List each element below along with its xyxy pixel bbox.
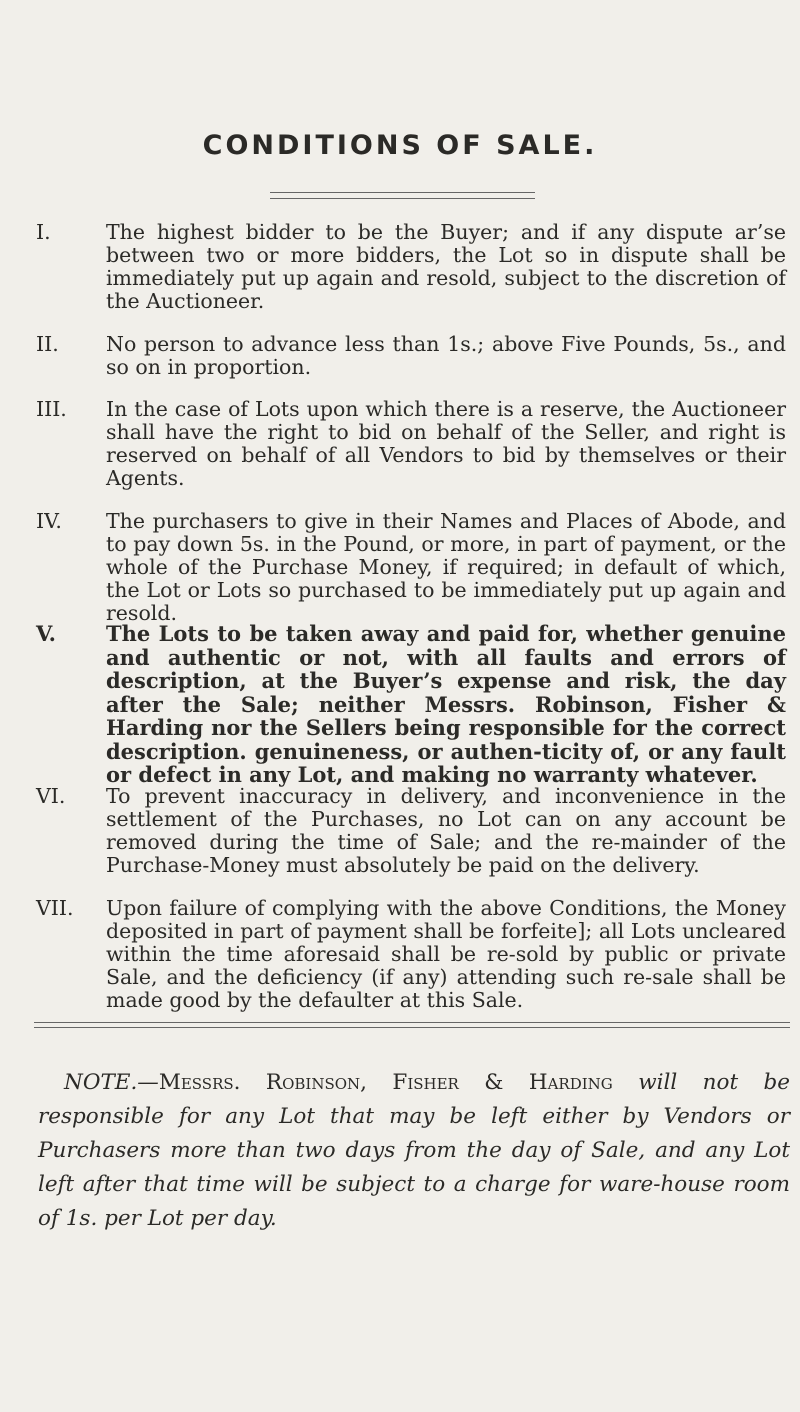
condition-number: III. <box>36 397 67 421</box>
condition-number: II. <box>36 332 59 356</box>
section-rule <box>34 1022 790 1028</box>
condition-number: IV. <box>36 509 62 533</box>
condition-number: VII. <box>36 896 74 920</box>
page-title: CONDITIONS OF SALE. <box>202 130 598 161</box>
condition-5 <box>36 622 786 787</box>
condition-text: To prevent inaccuracy in delivery, and inconvenience in the settlement of the Purchases, no Lot can on any account be removed during the time of Sale; and the re-mainder of the Purchase-Money must absolutely be paid on the delivery. <box>106 784 786 877</box>
condition-2 <box>36 333 786 379</box>
condition-1 <box>36 221 786 313</box>
note-prefix: NOTE.— <box>64 1069 159 1095</box>
condition-number: V. <box>36 621 56 646</box>
condition-text: The Lots to be taken away and paid for, whether genuine and authentic or not, with all faults and errors of description, at the Buyer’s expense and risk, the day after the Sale; neither Messrs. Robinson, Fisher & Harding nor the Sellers being responsible for the correct description. genuineness, or authen-ticity of, or any fault or defect in any Lot, and making no warranty whatever. <box>106 621 786 787</box>
title-rule <box>270 192 535 199</box>
condition-number: VI. <box>36 784 66 808</box>
note-firm-name: Messrs. Robinson, Fisher & Harding <box>158 1069 613 1095</box>
condition-7 <box>36 897 786 1012</box>
condition-text: In the case of Lots upon which there is a reserve, the Auctioneer shall have the right to bid on behalf of the Seller, and right is reserved on behalf of all Vendors to bid by themselves or their Agents. <box>106 397 786 490</box>
condition-text: Upon failure of complying with the above Conditions, the Money deposited in part of payment shall be forfeite]; all Lots uncleared within the time aforesaid shall be re-sold by public or private Sale, and the deficiency (if any) attending such re-sale shall be made good by the defaulter at this Sale. <box>106 896 786 1012</box>
note-text: will not be responsible for any Lot that may be left either by Vendors or Purchasers more than two days from the day of Sale, and any Lot left after that time will be subject to a charge for ware-house room of 1s. per Lot per day. <box>38 1069 791 1231</box>
condition-3 <box>36 398 786 490</box>
note-paragraph <box>38 1066 790 1236</box>
condition-text: The purchasers to give in their Names and Places of Abode, and to pay down 5s. in the Pound, or more, in part of payment, or the whole of the Purchase Money, if required; in default of which, the Lot or Lots so purchased to be immediately put up again and resold. <box>106 509 786 625</box>
condition-4 <box>36 510 786 625</box>
condition-text: The highest bidder to be the Buyer; and if any dispute ar’se between two or more bidders, the Lot so in dispute shall be immediately put up again and resold, subject to the discretion of the Auctioneer. <box>106 220 786 313</box>
condition-text: No person to advance less than 1s.; above Five Pounds, 5s., and so on in proportion. <box>106 332 786 379</box>
condition-6 <box>36 785 786 877</box>
condition-number: I. <box>36 220 51 244</box>
